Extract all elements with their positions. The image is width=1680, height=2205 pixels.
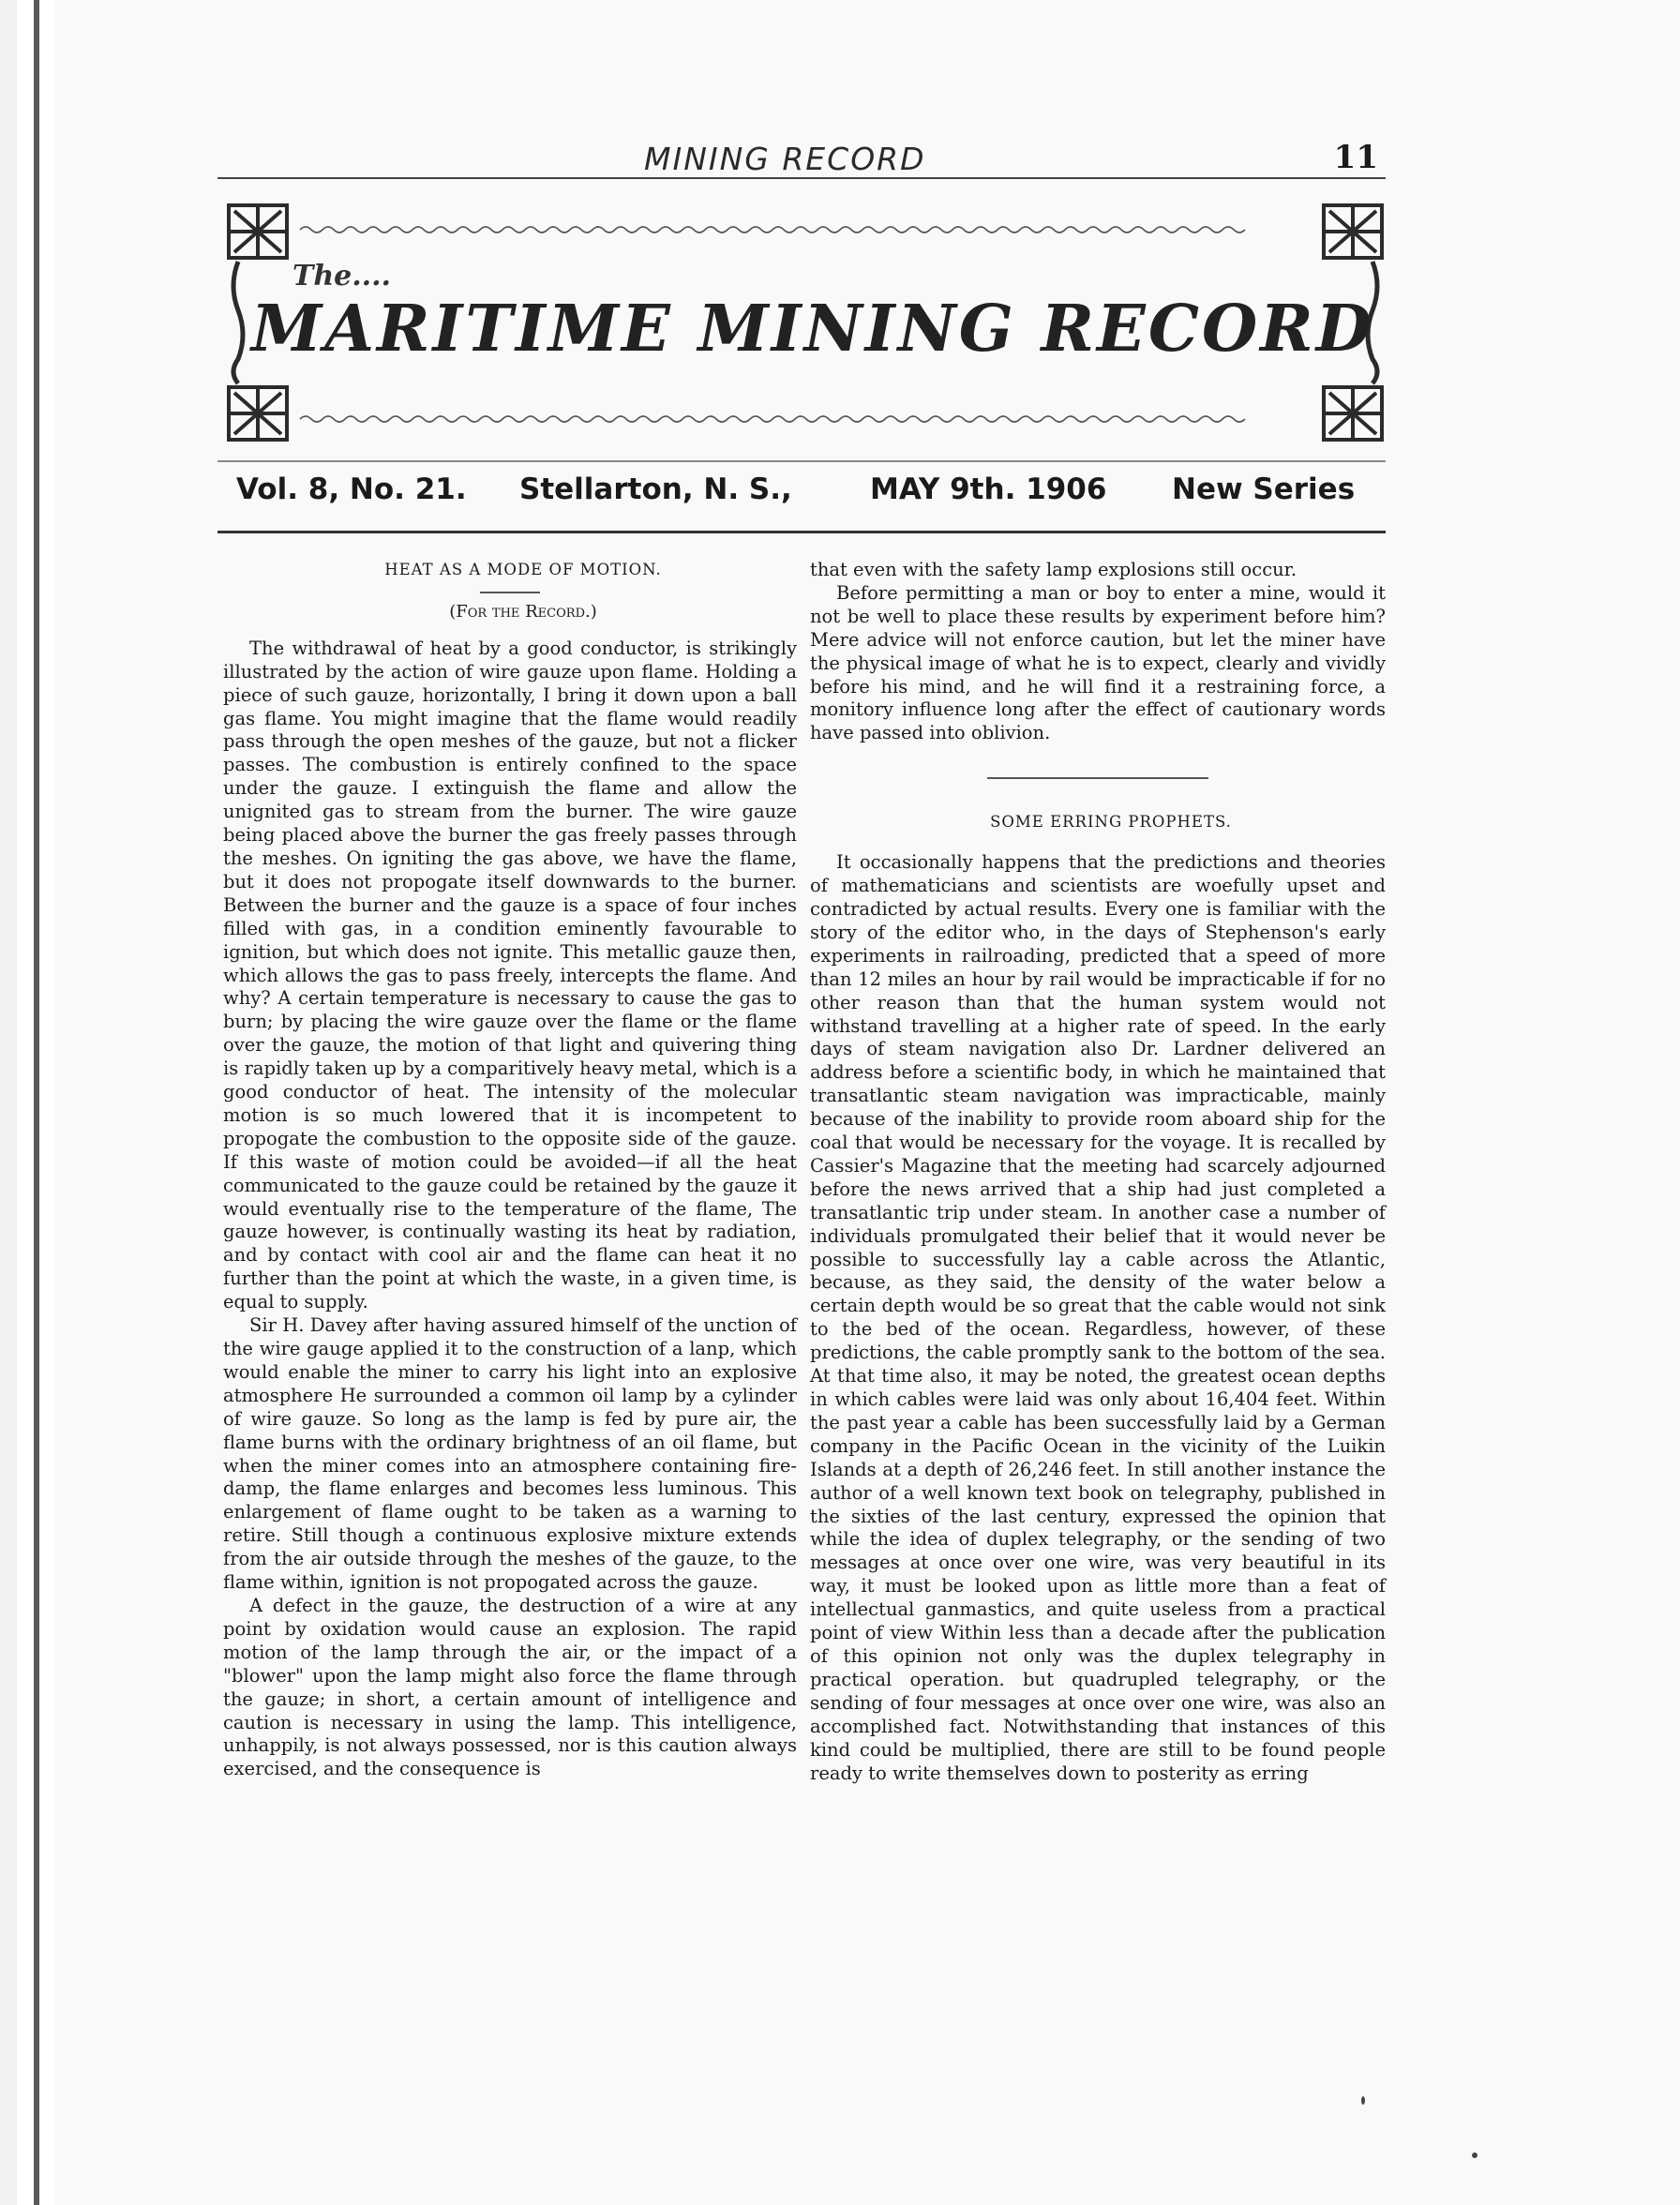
article-paragraph: Before permitting a man or boy to enter a mine, would it not be well to place these results by experiment before him? Mere advice will not enforce caution, but let the miner have the physical image of what he is to expect, clearly and vividly before his mind, and he will find it a restraining force, a monitory influence long after the effect of cautionary words have passed into oblivion.: [810, 581, 1386, 744]
ink-speck: [1361, 2096, 1365, 2105]
series: New Series: [1172, 472, 1356, 506]
running-head: [218, 139, 1386, 180]
article-paragraph: It occasionally happens that the predictions and theories of mathematicians and scientists are woefully upset and contradicted by actual results. Every one is familiar with the story of the editor who, in the days of Stephenson's early experiments in railroading, predicted that a speed of more than 12 miles an hour by rail would be impracticable if for no other reason than that the human system would not withstand travelling at a higher rate of speed. In the early days of steam navigation also Dr. Lardner delivered an address before a scientific body, in which he maintained that transatlantic steam navigation was impracticable, mainly because of the inability to provide room aboard ship for the coal that would be necessary for the voyage. It is recalled by Cassier's Magazine that the meeting had scarcely adjourned before the news arrived that a ship had just completed a transatlantic trip under steam. In another case a number of individuals promulgated their belief that it would never be possible to successfully lay a cable across the Atlantic, because, as they said, the density of the water below a certain depth would be so great that the cable would not sink to the bed of the ocean. Regardless, however, of these predictions, the cable promptly sank to the bottom of the sea. At that time also, it may be noted, the greatest ocean depths in which cables were laid was only about 16,404 feet. Within the past year a cable has been successfully laid by a German company in the Pacific Ocean in the vicinity of the Luikin Islands at a depth of 26,246 feet. In still another instance the author of a well known text book on telegraphy, published in the sixties of the last century, expressed the opinion that while the idea of duplex telegraphy, or the sending of two messages at once over one wire, was very beautiful in its way, it must be looked upon as little more than a feat of intellectual ganmastics, and quite useless from a practical point of view Within less than a decade after the publication of this opinion not only was the duplex telegraphy in practical operation. but quadrupled telegraphy, or the sending of four messages at once over one wire, was also an accomplished fact. Notwithstanding that instances of this kind could be multiplied, there are still to be found people ready to write themselves down to posterity as erring: [810, 851, 1386, 1784]
page-number: 11: [1333, 139, 1378, 176]
running-head-rule: [218, 177, 1386, 179]
article-byline: (For the Record.): [449, 601, 597, 622]
issue-info-bar: [218, 471, 1386, 516]
title-rule: [480, 592, 540, 593]
article-paragraph: The withdrawal of heat by a good conductor, is strikingly illustrated by the action of wire gauze upon flame. Holding a piece of such gauze, horizontally, I bring it down upon a ball gas flame. You might imagine that the flame would readily pass through the open meshes of the gauze, but not a flicker passes. The combustion is entirely confined to the space under the gauze. I extinguish the flame and allow the unignited gas to stream from the burner. The wire gauze being placed above the burner the gas freely passes through the meshes. On igniting the gas above, we have the flame, but it does not propogate itself downwards to the burner. Between the burner and the gauze is a space of four inches filled with gas, in a condition eminently favourable to ignition, but which does not ignite. This metallic gauze then, which allows the gas to pass freely, intercepts the flame. And why? A certain temperature is necessary to cause the gas to burn; by placing the wire gauze over the flame or the flame over the gauze, the motion of that light and quivering thing is rapidly taken up by a comparitively heavy metal, which is a good conductor of heat. The intensity of the molecular motion is so much lowered that it is incompetent to propogate the combustion to the opposite side of the gauze. If this waste of motion could be avoided—if all the heat communicated to the gauze could be retained by the gauze it would eventually rise to the temperature of the flame, The gauze however, is continually wasting its heat by radiation, and by contact with cool air and the flame can heat it no further than the point at which the waste, in a given time, is equal to supply.: [223, 637, 797, 1313]
article-paragraph: Sir H. Davey after having assured himself of the unction of the wire gauge applied it to the construction of a lanp, which would enable the miner to carry his light into an explosive atmosphere He surrounded a common oil lamp by a cylinder of wire gauze. So long as the lamp is fed by pure air, the flame burns with the ordinary brightness of an oil flame, but when the miner comes into an atmosphere containing fire-damp, the flame enlarges and becomes less luminous. This enlargement of flame ought to be taken as a warning to retire. Still though a continuous explosive mixture extends from the air outside through the meshes of the gauze, to the flame within, ignition is not propogated across the gauze.: [223, 1314, 797, 1594]
article-title-prophets: SOME ERRING PROPHETS.: [990, 813, 1232, 832]
ink-speck: [1472, 2152, 1478, 2158]
issue-date: MAY 9th. 1906: [870, 472, 1107, 506]
article-paragraph: A defect in the gauze, the destruction of a wire at any point by oxidation would cause an explosion. The rapid motion of the lamp through the air, or the impact of a "blower" upon the lamp might also force the flame through the gauze; in short, a certain amount of intelligence and caution is necessary in using the lamp. This intelligence, unhappily, is not always possessed, nor is this caution always exercised, and the consequence is: [223, 1594, 797, 1780]
masthead: [225, 202, 1386, 443]
article-paragraph: that even with the safety lamp explosions still occur.: [810, 559, 1298, 580]
section-divider: [987, 777, 1208, 779]
article-title-heat: HEAT AS A MODE OF MOTION.: [384, 561, 662, 578]
book-spine-shadow: [0, 0, 17, 2205]
info-bar-bottom-rule: [218, 531, 1386, 533]
place: Stellarton, N. S.,: [519, 472, 792, 506]
right-column: [810, 559, 1386, 1785]
running-title: MINING RECORD: [644, 141, 926, 177]
volume-number: Vol. 8, No. 21.: [236, 472, 467, 506]
left-column: [223, 559, 797, 1781]
masthead-the: The....: [292, 260, 391, 292]
info-bar-top-rule: [218, 460, 1386, 462]
masthead-title: MARITIME MINING RECORD: [251, 292, 1374, 367]
